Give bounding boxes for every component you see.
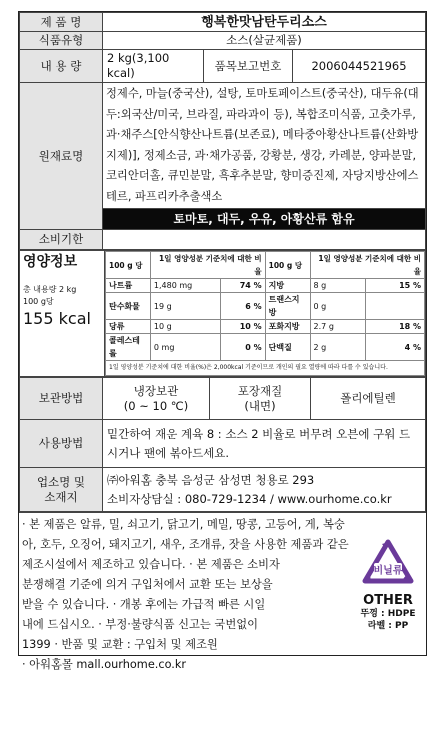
calories: 155 kcal bbox=[23, 309, 91, 328]
nutrient-row: 당류 10 g 10 % 포화지방 2.7 g 18 % bbox=[106, 320, 425, 334]
nutrient-table bbox=[105, 251, 425, 376]
nutrient-row: 탄수화물 19 g 6 % 트랜스지방 0 g bbox=[106, 293, 425, 320]
notice-line: 분쟁해결 기준에 의거 구입처에서 교환 또는 보상을 bbox=[22, 578, 273, 591]
volume-value: 2 kg(3,100 kcal) bbox=[103, 50, 204, 83]
recycle-triangle-icon bbox=[362, 539, 414, 585]
nutrition-title: 영양정보 bbox=[23, 254, 78, 270]
company-label: 업소명 및 소재지 bbox=[20, 468, 103, 512]
total-volume-note: 총 내용량 2 kg bbox=[23, 285, 77, 294]
volume-label: 내 용 량 bbox=[20, 50, 103, 83]
per-100g-left: 100 g 당 bbox=[106, 252, 151, 279]
usage-label: 사용방법 bbox=[20, 420, 103, 468]
nutrition-summary bbox=[20, 251, 105, 377]
ingredients-label: 원재료명 bbox=[20, 83, 103, 230]
storage-temp-title: 냉장보관 bbox=[133, 383, 179, 398]
notice-line: 받을 수 있습니다. · 개봉 후에는 가급적 빠른 시일 bbox=[22, 598, 266, 611]
nutrient-row: 콜레스테롤 0 mg 0 % 단백질 2 g 4 % bbox=[106, 334, 425, 361]
food-label bbox=[18, 11, 427, 671]
recycling-mark bbox=[356, 539, 420, 632]
recycle-badge-text: 비닐류 bbox=[373, 565, 403, 577]
company-address: ㈜아워홈 충북 음성군 삼성면 청용로 293 bbox=[107, 472, 315, 487]
recycle-other: OTHER bbox=[363, 593, 413, 608]
notice-line: 내에 드십시오. · 부정·불량식품 신고는 국번없이 bbox=[22, 618, 259, 631]
expiry-value bbox=[103, 230, 426, 250]
per-100g-right: 100 g 당 bbox=[265, 252, 310, 279]
notice-line: 아, 호두, 오징어, 돼지고기, 새우, 조개류, 잣을 사용한 제품과 같은 bbox=[22, 538, 349, 551]
notice-section bbox=[19, 512, 426, 671]
report-number: 2006044521965 bbox=[293, 50, 426, 83]
notice-line: 제조시설에서 제조하고 있습니다. · 본 제품은 소비자 bbox=[22, 558, 280, 571]
nutrient-row: 나트륨 1,480 mg 74 % 지방 8 g 15 % bbox=[106, 279, 425, 293]
report-number-label: 품목보고번호 bbox=[204, 50, 293, 83]
ingredients-list: 정제수, 마늘(중국산), 설탕, 토마토페이스트(중국산), 대두유(대두:외국산/미국, 브라질, 파라과이 등), 복합조미식품, 고춧가루, 과·채주스[안식향산나트륨(보존료), 메타중아황산나트륨(산화방지제)], 정제소금, 과·채가공품, 강황분, 생강, 카레분, 양파분말, 코리안더홀, 큐민분말, 흑후추분말, 향미증진제, 자당지방산에스테르, 파프리카추출색소 bbox=[103, 83, 426, 209]
product-name-label: 제 품 명 bbox=[20, 13, 103, 32]
nutrition-footnote: 1일 영양성분 기준치에 대한 비율(%)은 2,000kcal 기준이므로 개인의 필요 열량에 따라 다를 수 있습니다. bbox=[106, 361, 425, 376]
notice-line: 1399 · 반품 및 교환 : 구입처 및 제조원 bbox=[22, 638, 218, 651]
expiry-label: 소비기한 bbox=[20, 230, 103, 250]
recycle-lid: 뚜껑 : HDPE bbox=[360, 609, 416, 619]
recycle-label: 라벨 : PP bbox=[367, 621, 409, 631]
per-serving-note: 100 g당 bbox=[23, 297, 54, 306]
ref-header-right: 1일 영양성분 기준치에 대한 비율 bbox=[310, 252, 424, 279]
ref-header-left: 1일 영양성분 기준치에 대한 비율 bbox=[150, 252, 265, 279]
product-name: 행복한맛남탄두리소스 bbox=[103, 13, 426, 32]
usage-text: 밑간하여 재운 계육 8 : 소스 2 비율로 버무려 오븐에 구워 드시거나 팬에 볶아드세요. bbox=[103, 420, 426, 468]
packaging-title: 포장재질 bbox=[237, 383, 283, 398]
food-type-label: 식품유형 bbox=[20, 32, 103, 50]
packaging-material: 폴리에틸렌 bbox=[311, 378, 426, 420]
product-info-table bbox=[19, 12, 426, 250]
packaging-sub: (내면) bbox=[244, 398, 276, 413]
food-type: 소스(살균제품) bbox=[103, 32, 426, 50]
allergy-notice: 토마토, 대두, 우유, 아황산류 함유 bbox=[103, 209, 426, 230]
nutrition-facts bbox=[19, 250, 426, 377]
notice-line: · 아워홈몰 mall.ourhome.co.kr bbox=[22, 658, 187, 671]
company-contact: 소비자상담실 : 080-729-1234 / www.ourhome.co.kr bbox=[107, 491, 392, 506]
storage-temp-range: (0 ~ 10 ℃) bbox=[123, 398, 189, 413]
storage-usage-table bbox=[19, 377, 426, 512]
notice-line: · 본 제품은 알류, 밀, 쇠고기, 닭고기, 메밀, 땅콩, 고등어, 게, 복숭 bbox=[22, 518, 345, 531]
storage-label: 보관방법 bbox=[20, 378, 103, 420]
